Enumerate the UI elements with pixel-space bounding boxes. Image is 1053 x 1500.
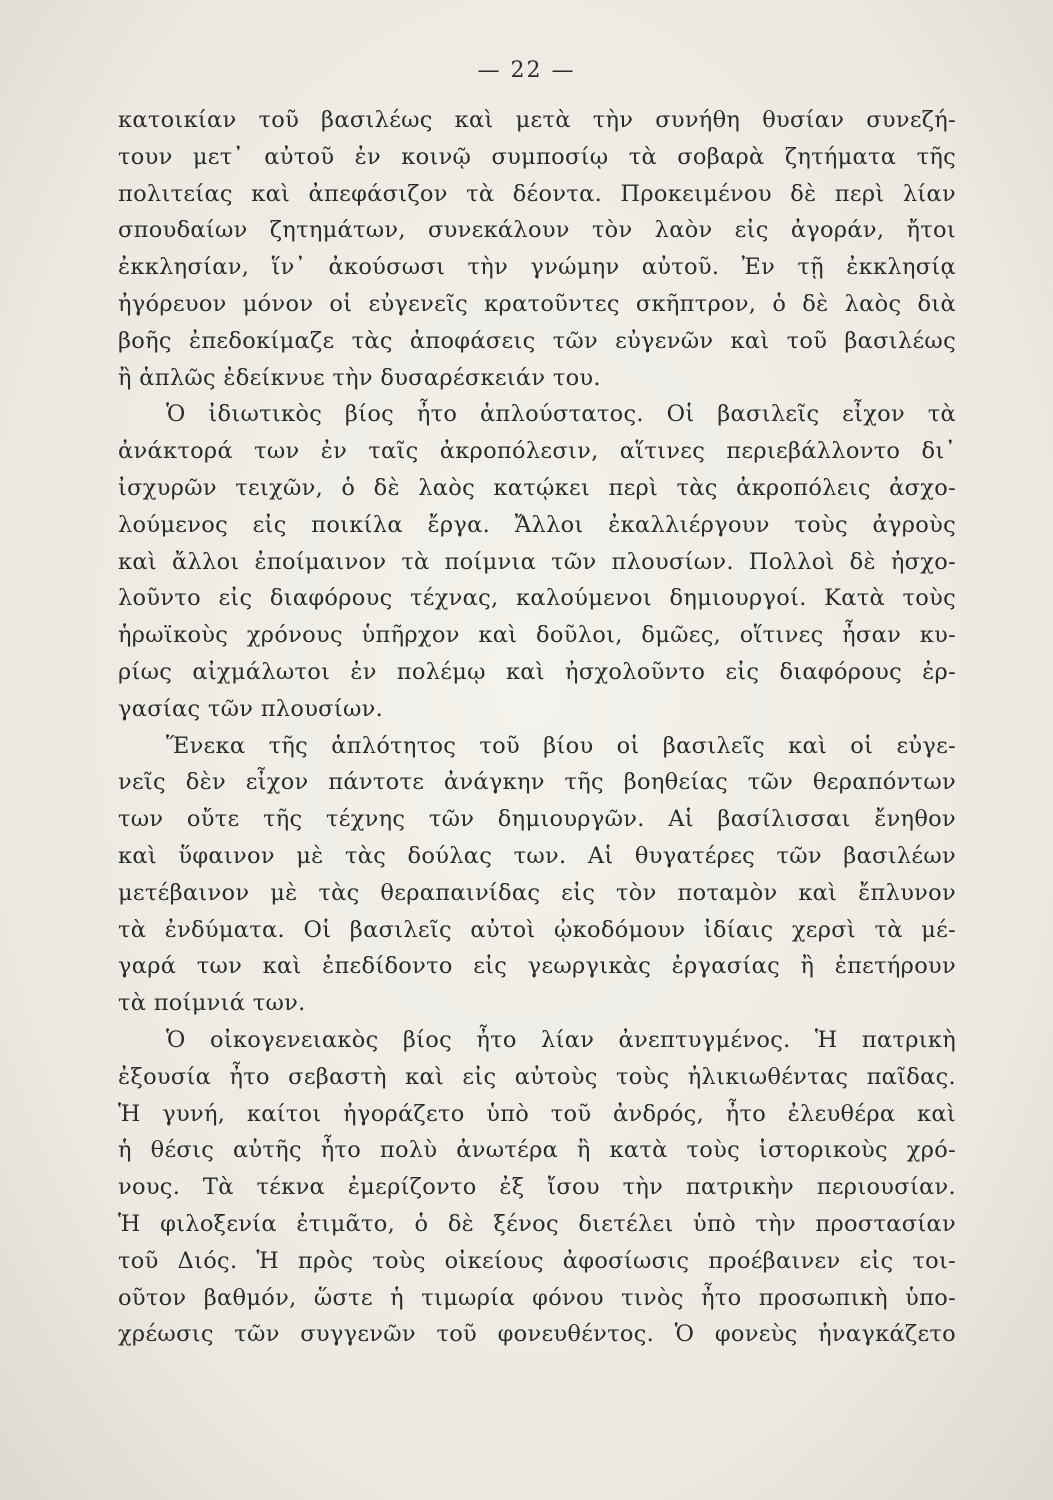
text-line: μετέβαινον μὲ τὰς θεραπαινίδας εἰς τὸν ποταμὸν καὶ ἔπλυνον: [118, 879, 956, 906]
text-line: βοῆς ἐπεδοκίμαζε τὰς ἀποφάσεις τῶν εὐγενῶν καὶ τοῦ βασιλέως: [118, 327, 956, 354]
text-line: τουν μετ᾽ αὐτοῦ ἐν κοινῷ συμποσίῳ τὰ σοβαρὰ ζητήματα τῆς: [118, 143, 956, 170]
text-line: Ἡ γυνή, καίτοι ἠγοράζετο ὑπὸ τοῦ ἀνδρός, ἦτο ἐλευθέρα καὶ: [118, 1100, 956, 1127]
text-line: των οὔτε τῆς τέχνης τῶν δημιουργῶν. Αἱ βασίλισσαι ἔνηθον: [118, 806, 956, 833]
text-line: ἐξουσία ἦτο σεβαστὴ καὶ εἰς αὐτοὺς τοὺς ἠλικιωθέντας παῖδας.: [118, 1063, 956, 1090]
text-line: ρίως αἰχμάλωτοι ἐν πολέμῳ καὶ ἠσχολοῦντο εἰς διαφόρους ἐρ-: [118, 658, 956, 685]
text-line: κατοικίαν τοῦ βασιλέως καὶ μετὰ τὴν συνήθη θυσίαν συνεζή-: [118, 107, 956, 133]
text-line: ἡ θέσις αὐτῆς ἦτο πολὺ ἀνωτέρα ἢ κατὰ τοὺς ἱστορικοὺς χρό-: [118, 1137, 956, 1164]
page-number: — 22 —: [477, 58, 576, 83]
text-line: τὰ ἐνδύματα. Οἱ βασιλεῖς αὐτοὶ ᾠκοδόμουν ἰδίαις χερσὶ τὰ μέ-: [118, 916, 956, 943]
text-line: σπουδαίων ζητημάτων, συνεκάλουν τὸν λαὸν εἰς ἀγοράν, ἤτοι: [118, 217, 956, 244]
text-line: τὰ ποίμνιά των.: [118, 990, 306, 1017]
text-line: χρέωσις τῶν συγγενῶν τοῦ φονευθέντος. Ὁ φονεὺς ἠναγκάζετο: [118, 1321, 956, 1348]
text-line: ἢ ἁπλῶς ἐδείκνυε τὴν δυσαρέσκειάν του.: [118, 364, 601, 391]
text-line: ἰσχυρῶν τειχῶν, ὁ δὲ λαὸς κατῴκει περὶ τὰς ἀκροπόλεις ἀσχο-: [118, 474, 956, 501]
text-line: τοῦ Διός. Ἡ πρὸς τοὺς οἰκείους ἀφοσίωσις προέβαινεν εἰς τοι-: [118, 1247, 956, 1274]
text-line: νεῖς δὲν εἶχον πάντοτε ἀνάγκην τῆς βοηθείας τῶν θεραπόντων: [118, 769, 956, 796]
text-line: πολιτείας καὶ ἀπεφάσιζον τὰ δέοντα. Προκειμένου δὲ περὶ λίαν: [118, 180, 956, 207]
text-line: λοῦντο εἰς διαφόρους τέχνας, καλούμενοι δημιουργοί. Κατὰ τοὺς: [118, 585, 956, 612]
paragraph-start-line: Ὁ οἰκογενειακὸς βίος ἦτο λίαν ἀνεπτυγμένος. Ἡ πατρικὴ: [166, 1026, 956, 1053]
text-line: ἡρωϊκοὺς χρόνους ὑπῆρχον καὶ δοῦλοι, δμῶες, οἵτινες ἦσαν κυ-: [118, 622, 956, 649]
text-line: γασίας τῶν πλουσίων.: [118, 695, 384, 722]
text-line: νους. Τὰ τέκνα ἐμερίζοντο ἐξ ἴσου τὴν πατρικὴν περιουσίαν.: [118, 1174, 956, 1201]
text-line: ἀνάκτορά των ἐν ταῖς ἀκροπόλεσιν, αἵτινες περιεβάλλοντο δι᾽: [118, 438, 956, 465]
text-line: λούμενος εἰς ποικίλα ἔργα. Ἄλλοι ἐκαλλιέργουν τοὺς ἀγροὺς: [118, 511, 956, 538]
paragraph-start-line: Ὁ ἰδιωτικὸς βίος ἦτο ἁπλούστατος. Οἱ βασιλεῖς εἶχον τὰ: [166, 401, 956, 428]
page-body: [118, 102, 956, 1353]
text-line: οῦτον βαθμόν, ὥστε ἡ τιμωρία φόνου τινὸς ἦτο προσωπικὴ ὑπο-: [118, 1284, 956, 1311]
text-line: ἐκκλησίαν, ἵν᾽ ἀκούσωσι τὴν γνώμην αὐτοῦ. Ἐν τῇ ἐκκλησίᾳ: [118, 254, 956, 281]
text-line: γαρά των καὶ ἐπεδίδοντο εἰς γεωργικὰς ἐργασίας ἢ ἐπετήρουν: [118, 953, 956, 980]
text-line: Ἡ φιλοξενία ἐτιμᾶτο, ὁ δὲ ξένος διετέλει ὑπὸ τὴν προστασίαν: [118, 1210, 956, 1237]
text-line: καὶ ὕφαινον μὲ τὰς δούλας των. Αἱ θυγατέρες τῶν βασιλέων: [118, 842, 956, 869]
text-line: ἠγόρευον μόνον οἱ εὐγενεῖς κρατοῦντες σκῆπτρον, ὁ δὲ λαὸς διὰ: [118, 290, 956, 317]
text-line: καὶ ἄλλοι ἐποίμαινον τὰ ποίμνια τῶν πλουσίων. Πολλοὶ δὲ ἠσχο-: [118, 548, 956, 575]
paragraph-start-line: Ἕνεκα τῆς ἁπλότητος τοῦ βίου οἱ βασιλεῖς καὶ οἱ εὐγε-: [166, 732, 956, 759]
